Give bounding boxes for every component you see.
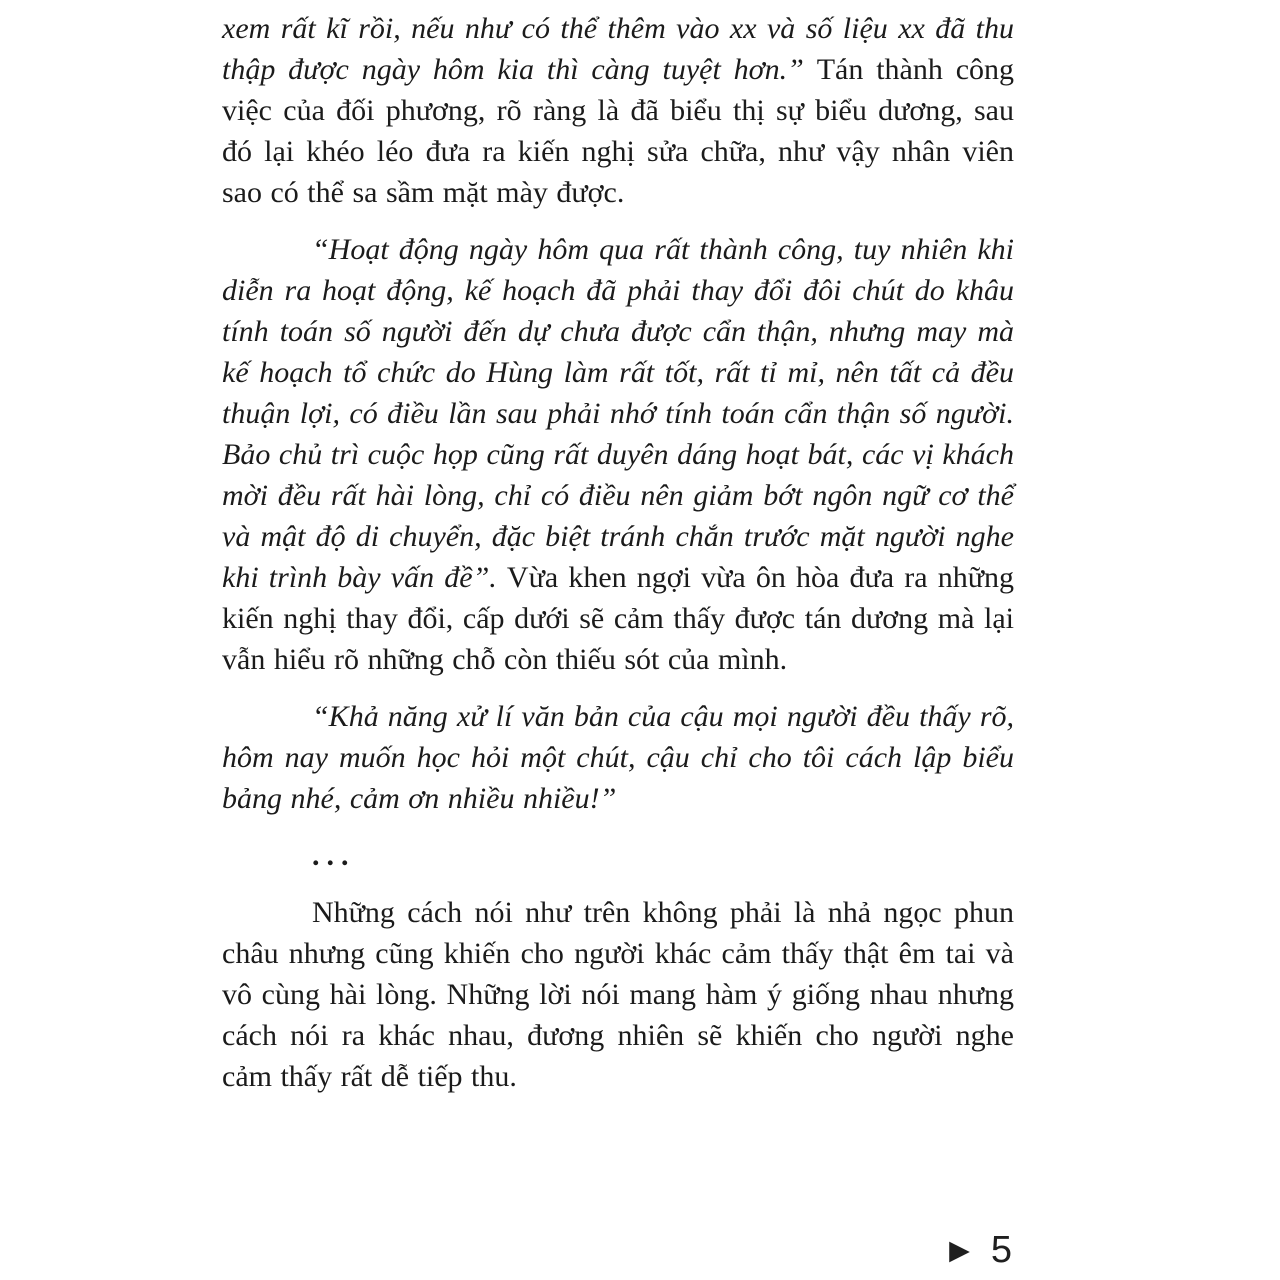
paragraph-4 [222, 892, 1014, 1097]
page-number: 5 [990, 1229, 1012, 1271]
triangle-right-icon: ▶ [949, 1234, 970, 1266]
text-column [222, 8, 1014, 1113]
ellipsis-text: ... [312, 839, 356, 872]
paragraph-2-narration-text: Vừa khen ngợi vừa ôn hòa đưa ra những kiến nghị thay đổi, cấp dưới sẽ cảm thấy được tán dương mà lại vẫn hiểu rõ những chỗ còn thiếu sót của mình. [222, 561, 1014, 676]
paragraph-3 [222, 696, 1014, 819]
paragraph-2-quote-text: “Hoạt động ngày hôm qua rất thành công, tuy nhiên khi diễn ra hoạt động, kế hoạch đã phải thay đổi đôi chút do khâu tính toán số người đến dự chưa được cẩn thận, nhưng may mà kế hoạch tổ chức do Hùng làm rất tốt, rất tỉ mỉ, nên tất cả đều thuận lợi, có điều lần sau phải nhớ tính toán cẩn thận số người. Bảo chủ trì cuộc họp cũng rất duyên dáng hoạt bát, các vị khách mời đều rất hài lòng, chỉ có điều nên giảm bớt ngôn ngữ cơ thể và mật độ di chuyển, đặc biệt tránh chắn trước mặt người nghe khi trình bày vấn đề”. [222, 233, 1014, 594]
paragraph-ellipsis [222, 835, 1014, 876]
paragraph-4-narration-text: Những cách nói như trên không phải là nhả ngọc phun châu nhưng cũng khiến cho người khác cảm thấy thật êm tai và vô cùng hài lòng. Những lời nói mang hàm ý giống nhau nhưng cách nói ra khác nhau, đương nhiên sẽ khiến cho người nghe cảm thấy rất dễ tiếp thu. [222, 896, 1014, 1093]
paragraph-1-narration-text: Tán thành công việc của đối phương, rõ ràng là đã biểu thị sự biểu dương, sau đó lại khéo léo đưa ra kiến nghị sửa chữa, như vậy nhân viên sao có thể sa sầm mặt mày được. [222, 53, 1015, 209]
paragraph-3-quote-text: “Khả năng xử lí văn bản của cậu mọi người đều thấy rõ, hôm nay muốn học hỏi một chút, cậu chỉ cho tôi cách lập biểu bảng nhé, cảm ơn nhiều nhiều!” [222, 700, 1014, 815]
page-footer [949, 1231, 1012, 1269]
paragraph-1 [222, 8, 1014, 213]
paragraph-1-quote-text: xem rất kĩ rồi, nếu như có thể thêm vào xx và số liệu xx đã thu thập được ngày hôm kia thì càng tuyệt hơn.” [222, 12, 1014, 86]
paragraph-2 [222, 229, 1014, 680]
